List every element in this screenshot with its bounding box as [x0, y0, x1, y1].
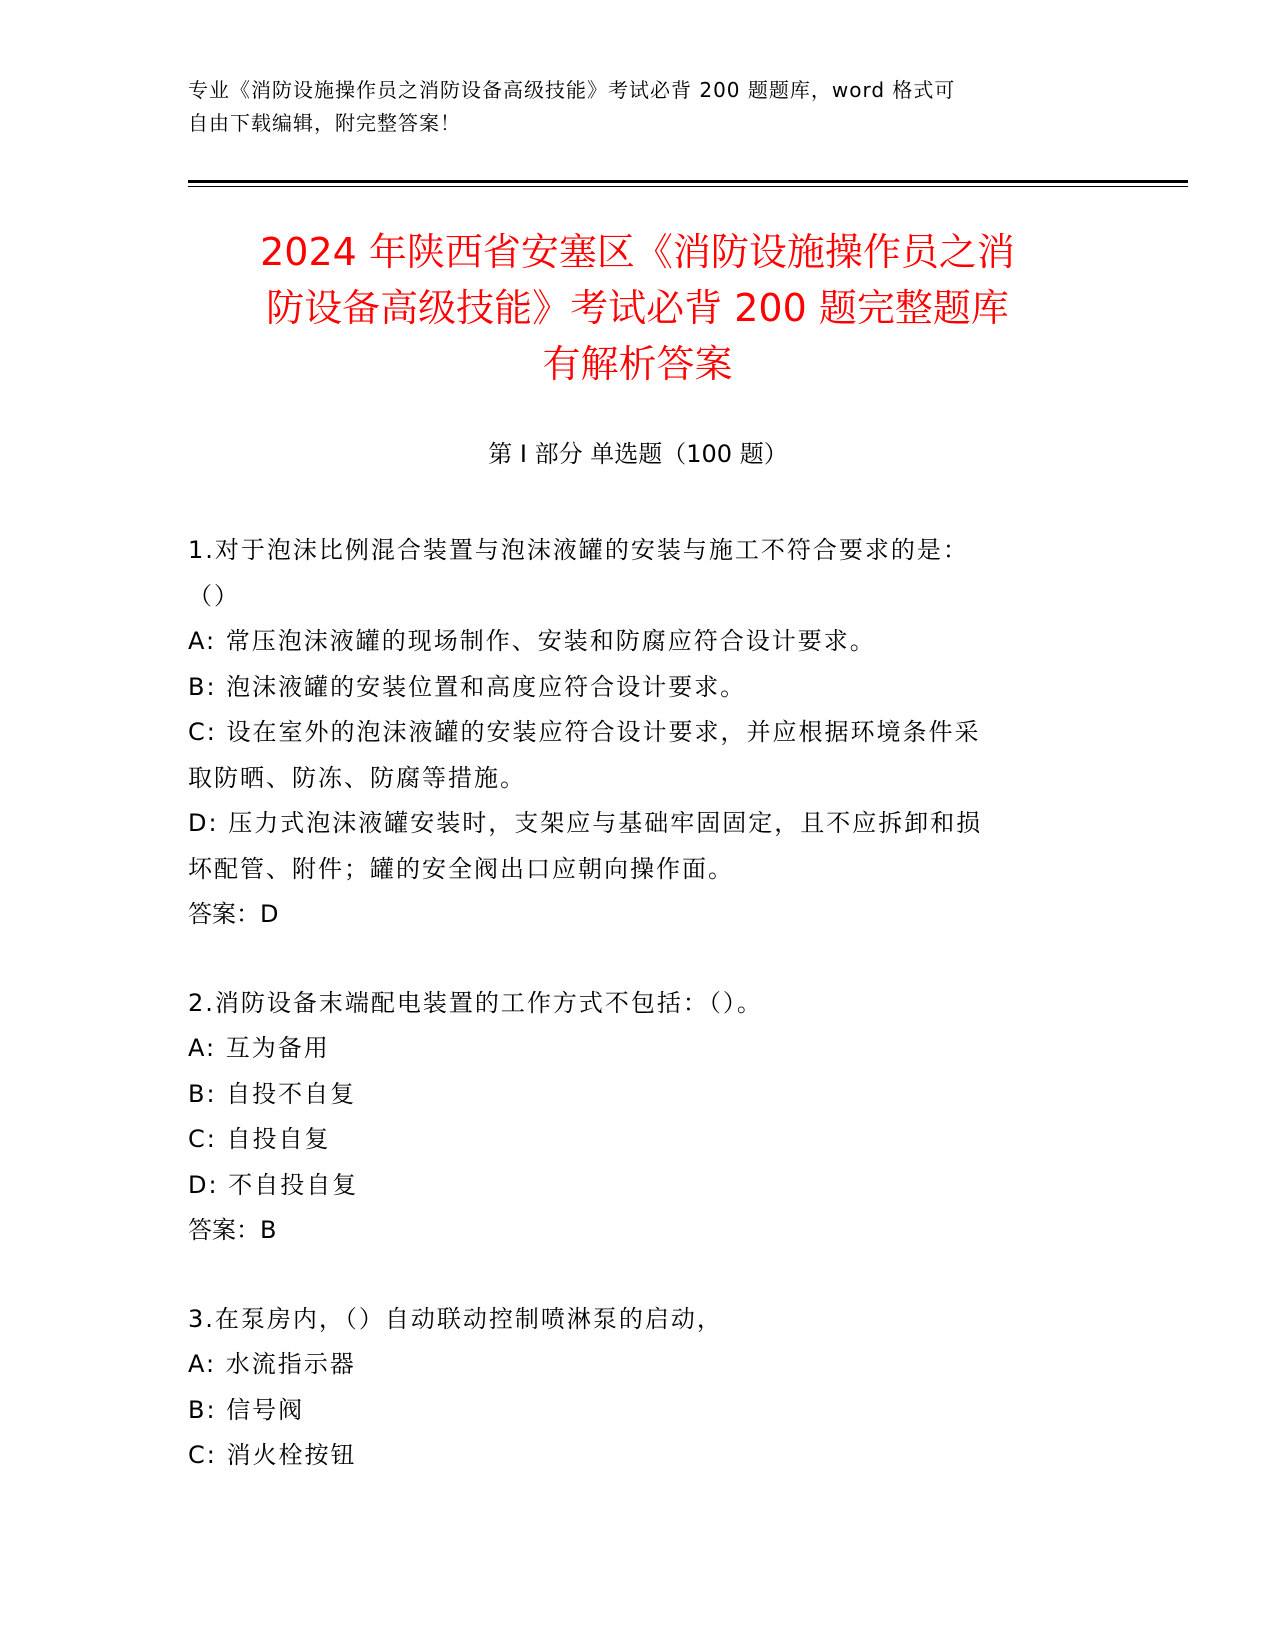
option-d: D: 压力式泡沫液罐安装时，支架应与基础牢固固定，且不应拆卸和损	[188, 809, 983, 837]
section-heading: 第 I 部分 单选题（100 题）	[488, 440, 788, 468]
header-divider-thick	[188, 180, 1188, 183]
question-stem: 3.在泵房内，（）自动联动控制喷淋泵的启动，	[188, 1304, 723, 1333]
question-list	[188, 528, 1088, 1522]
header-note-line-1: 专业《消防设施操作员之消防设备高级技能》考试必背 200 题题库，word 格式可	[188, 78, 956, 102]
option-b: B: 自投不自复	[188, 1079, 357, 1108]
document-title-line-3: 有解析答案	[542, 342, 733, 386]
question-3	[188, 1297, 1088, 1479]
header-note-line-2: 自由下载编辑，附完整答案！	[188, 111, 461, 135]
question-1	[188, 528, 1088, 938]
document-title-line-2: 防设备高级技能》考试必背 200 题完整题库	[266, 286, 1009, 330]
option-b: B: 信号阀	[188, 1395, 305, 1424]
option-d-continued: 坏配管、附件；罐的安全阀出口应朝向操作面。	[188, 854, 734, 883]
question-stem: 1.对于泡沫比例混合装置与泡沫液罐的安装与施工不符合要求的是：	[188, 536, 969, 564]
header-note	[188, 74, 1088, 140]
document-title	[180, 224, 1095, 392]
option-c: C: 自投自复	[188, 1125, 331, 1153]
option-c: C: 设在室外的泡沫液罐的安装应符合设计要求，并应根据环境条件采	[188, 718, 981, 746]
option-a: A: 互为备用	[188, 1034, 330, 1062]
option-c-continued: 取防晒、防冻、防腐等措施。	[188, 763, 526, 792]
option-a: A: 常压泡沫液罐的现场制作、安装和防腐应符合设计要求。	[188, 627, 876, 655]
option-c: C: 消火栓按钮	[188, 1441, 357, 1469]
question-stem: 2.消防设备末端配电装置的工作方式不包括：（）。	[188, 988, 763, 1017]
option-b: B: 泡沫液罐的安装位置和高度应符合设计要求。	[188, 672, 747, 701]
option-d: D: 不自投自复	[188, 1170, 359, 1199]
header-divider-thin	[188, 186, 1188, 187]
answer: 答案：B	[188, 1216, 277, 1244]
answer: 答案：D	[188, 900, 279, 928]
document-title-line-1: 2024 年陕西省安塞区《消防设施操作员之消	[260, 230, 1015, 274]
option-a: A: 水流指示器	[188, 1350, 356, 1378]
question-2	[188, 981, 1088, 1254]
question-stem-continued: （）	[188, 581, 240, 610]
